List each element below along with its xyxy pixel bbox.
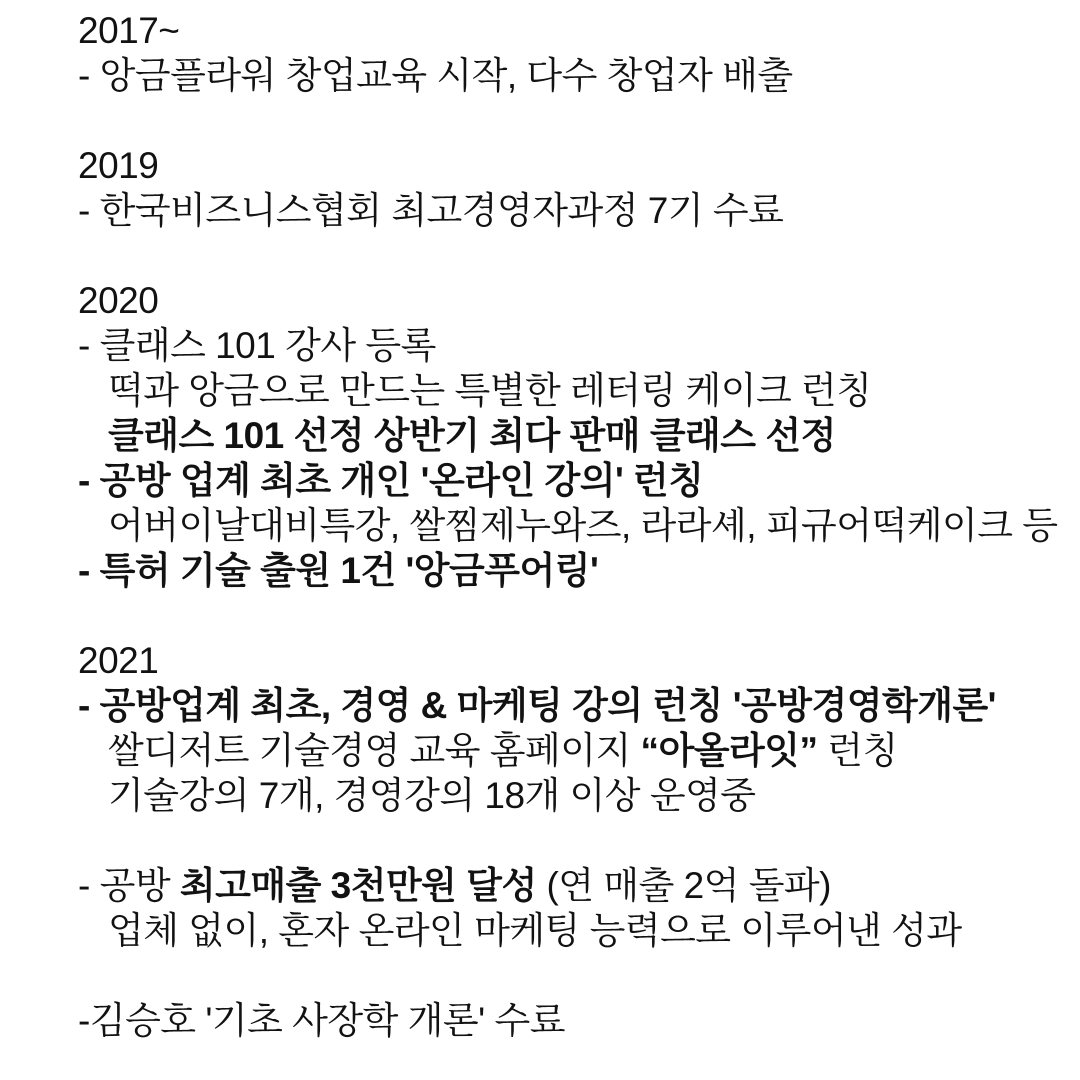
blank-spacer	[78, 818, 1080, 863]
timeline-line	[78, 728, 1080, 773]
text-segment: -김승호 '기초 사장학 개론' 수료	[78, 1000, 565, 1041]
text-segment: 어버이날대비특강, 쌀찜제누와즈, 라라셰, 피규어떡케이크 등	[108, 505, 1058, 546]
timeline-line	[78, 413, 1080, 458]
text-segment: 2021	[78, 640, 159, 681]
timeline-line	[78, 188, 1080, 233]
timeline-line	[78, 53, 1080, 98]
year-heading	[78, 638, 1080, 683]
text-segment: - 앙금플라워 창업교육 시작, 다수 창업자 배출	[78, 55, 793, 96]
year-heading	[78, 143, 1080, 188]
timeline-line	[78, 323, 1080, 368]
text-segment: 런칭	[817, 730, 898, 771]
blank-spacer	[78, 233, 1080, 278]
highlighted-text-segment: - 공방 업계 최초 개인 '온라인 강의' 런칭	[78, 460, 704, 501]
timeline-line	[78, 998, 1080, 1043]
text-segment: - 공방	[78, 865, 180, 906]
text-segment: - 한국비즈니스협회 최고경영자과정 7기 수료	[78, 190, 784, 231]
text-segment: 쌀디저트 기술경영 교육 홈페이지	[108, 730, 641, 771]
blank-spacer	[78, 593, 1080, 638]
timeline-line	[78, 908, 1080, 953]
timeline-line	[78, 368, 1080, 413]
text-segment: 2019	[78, 145, 159, 186]
timeline-line	[78, 773, 1080, 818]
blank-spacer	[78, 98, 1080, 143]
timeline-line	[78, 683, 1080, 728]
text-segment: 기술강의 7개, 경영강의 18개 이상 운영중	[108, 775, 756, 816]
text-segment: 업체 없이, 혼자 온라인 마케팅 능력으로 이루어낸 성과	[108, 910, 962, 951]
text-segment: (연 매출 2억 돌파)	[536, 865, 831, 906]
text-segment: 2017~	[78, 10, 180, 51]
highlighted-text-segment: - 특허 기술 출원 1건 '앙금푸어링'	[78, 550, 599, 591]
year-heading	[78, 8, 1080, 53]
highlighted-text-segment: 최고매출 3천만원 달성	[179, 865, 537, 906]
year-heading	[78, 278, 1080, 323]
highlighted-text-segment: 클래스 101 선정 상반기 최다 판매 클래스 선정	[108, 415, 836, 456]
timeline-line	[78, 458, 1080, 503]
timeline-line	[78, 863, 1080, 908]
timeline-line	[78, 548, 1080, 593]
text-segment: 떡과 앙금으로 만드는 특별한 레터링 케이크 런칭	[108, 370, 872, 411]
text-segment: - 클래스 101 강사 등록	[78, 325, 436, 366]
text-segment: 2020	[78, 280, 159, 321]
highlighted-text-segment: - 공방업계 최초, 경영 & 마케팅 강의 런칭 '공방경영학개론'	[78, 685, 996, 726]
highlighted-text-segment: “아올라잇”	[640, 730, 818, 771]
timeline-line	[78, 503, 1080, 548]
blank-spacer	[78, 953, 1080, 998]
